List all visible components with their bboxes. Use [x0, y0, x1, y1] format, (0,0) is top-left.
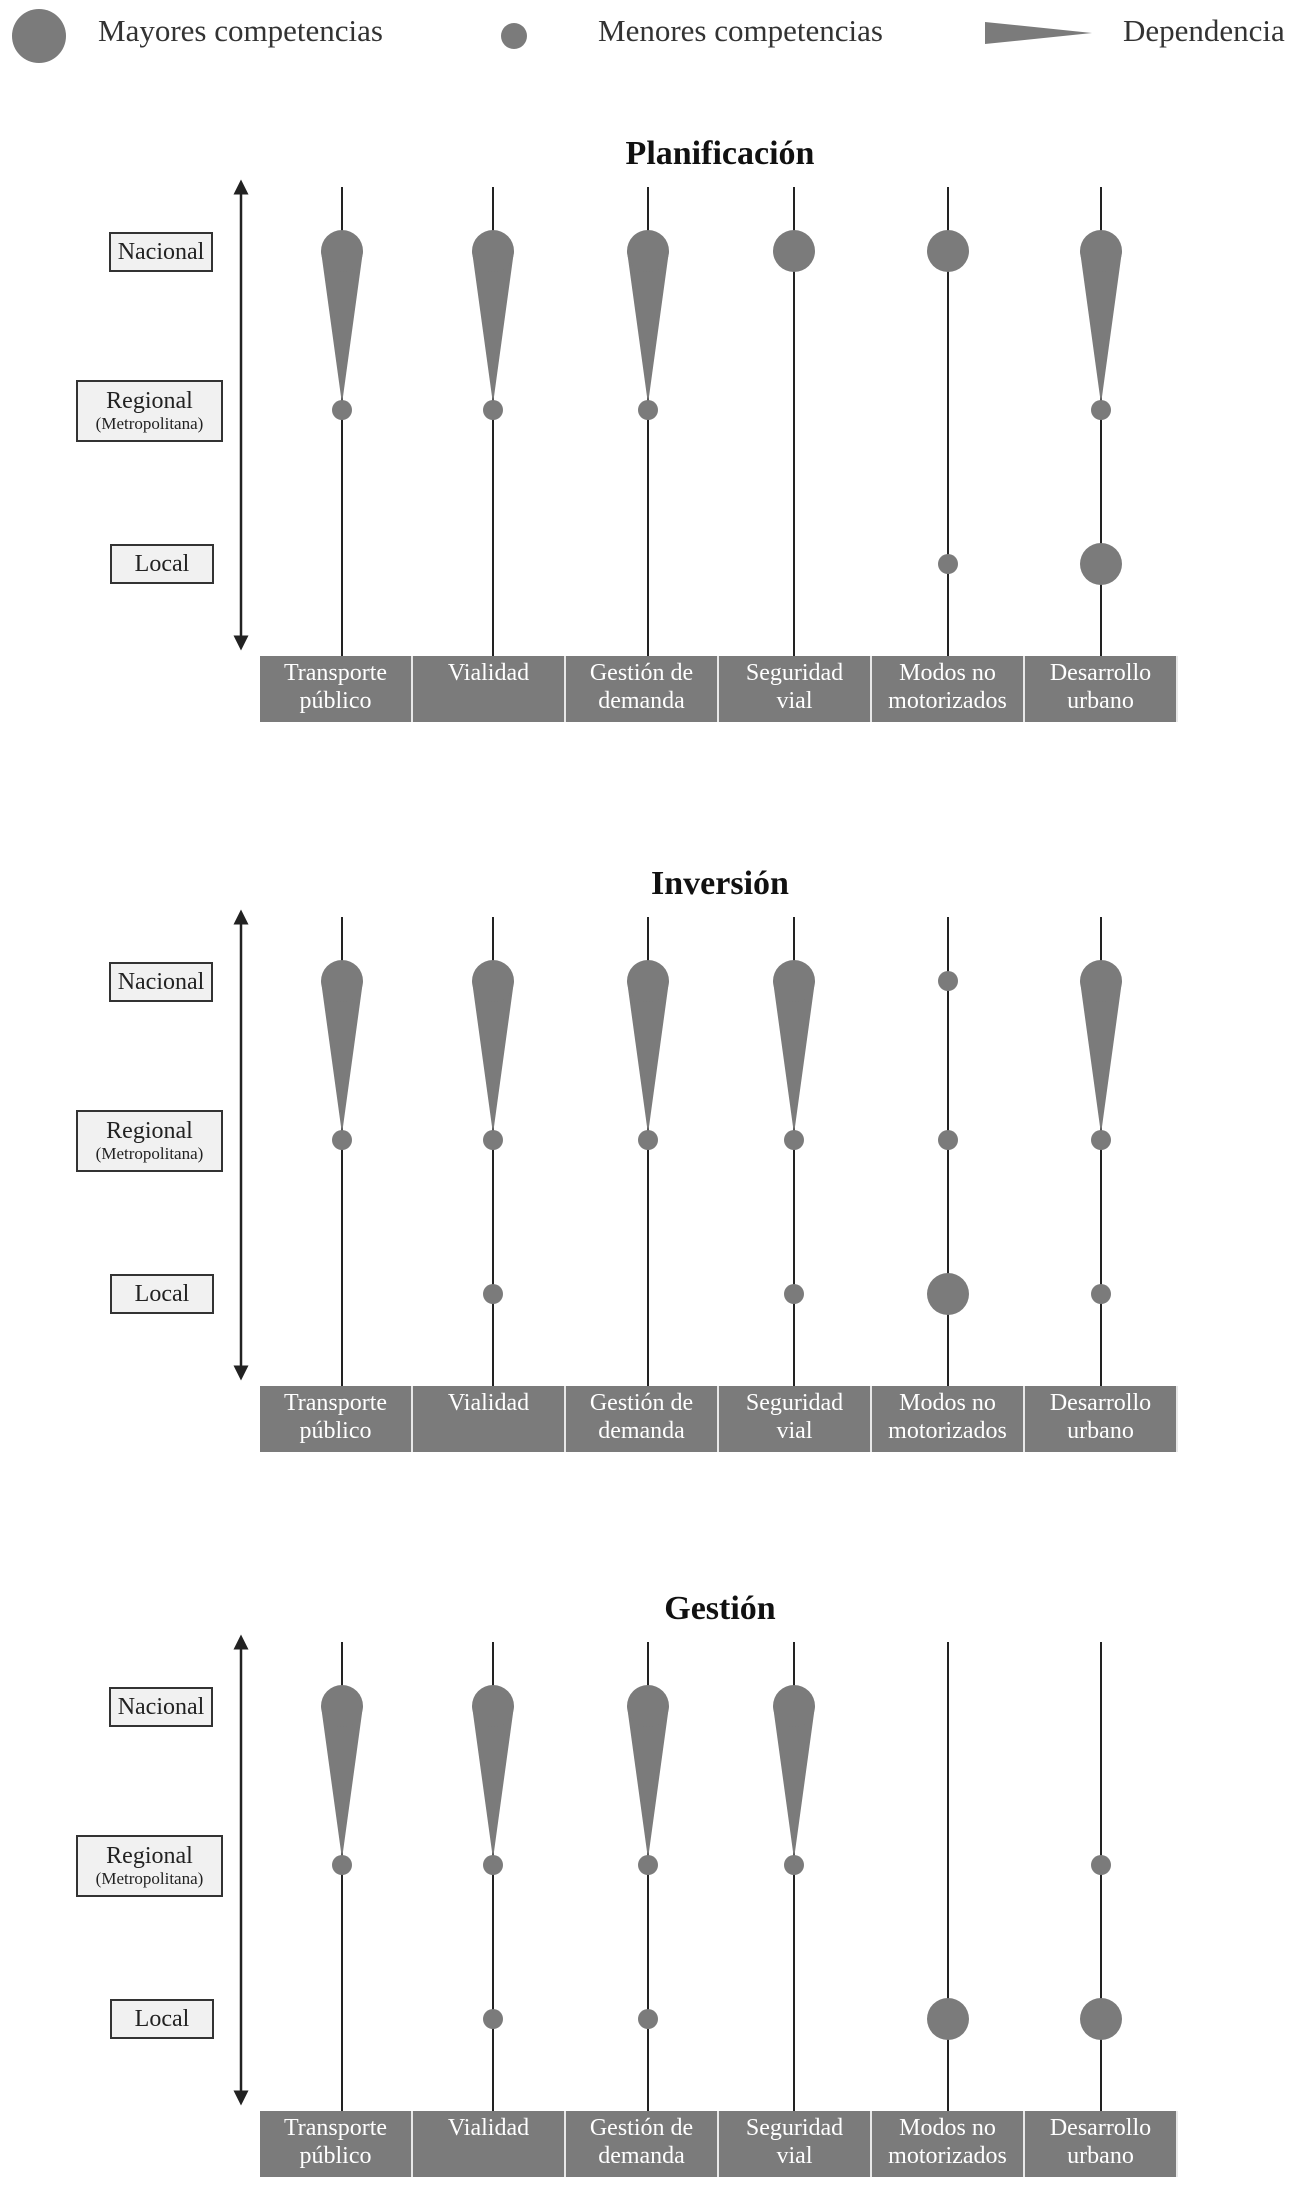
- category-label-line: Seguridad: [745, 1390, 844, 1416]
- minor-competency-marker: [1091, 400, 1111, 420]
- major-competency-marker: [627, 230, 669, 272]
- category-label-line: Vialidad: [447, 2115, 530, 2141]
- category-label-line: urbano: [1067, 2142, 1134, 2169]
- category-label-line: motorizados: [888, 2142, 1007, 2169]
- category-label-line: Transporte: [283, 660, 388, 686]
- level-label-subtext: (Metropolitana): [95, 1143, 204, 1163]
- major-competency-marker: [1080, 230, 1122, 272]
- category-label-line: Seguridad: [745, 2115, 844, 2141]
- major-competency-marker: [927, 230, 969, 272]
- category-label-line: Modos no: [899, 1390, 996, 1416]
- category-label-line: motorizados: [888, 1417, 1007, 1444]
- minor-competency-marker: [1091, 1284, 1111, 1304]
- dependency-wedge: [773, 981, 815, 1134]
- category-label-line: Modos no: [899, 660, 996, 686]
- category-label-line: vial: [776, 687, 813, 714]
- panel-inversion: [0, 865, 1309, 1444]
- major-competency-marker: [1080, 960, 1122, 1002]
- minor-competency-marker: [784, 1855, 804, 1875]
- minor-competency-marker: [1091, 1130, 1111, 1150]
- category-label: [260, 2111, 413, 2177]
- panel-title: Inversión: [651, 865, 789, 902]
- panel-title: Gestión: [664, 1590, 776, 1627]
- category-label-line: urbano: [1067, 687, 1134, 714]
- category-label: [260, 1386, 413, 1452]
- dependency-wedge: [321, 1706, 363, 1859]
- dependency-wedge: [472, 981, 514, 1134]
- category-label: [260, 656, 413, 722]
- major-competency-marker: [773, 230, 815, 272]
- level-label-subtext: (Metropolitana): [95, 413, 204, 433]
- category-label-line: demanda: [598, 2142, 685, 2169]
- major-competency-marker: [472, 960, 514, 1002]
- category-label-line: Gestión de: [589, 1390, 694, 1416]
- level-label-nacional: [109, 232, 213, 272]
- major-competency-marker: [627, 1685, 669, 1727]
- category-label: [719, 1386, 872, 1452]
- category-label: [719, 656, 872, 722]
- category-label-line: público: [299, 687, 372, 714]
- level-label-nacional: [109, 962, 213, 1002]
- minor-competency-marker: [938, 971, 958, 991]
- major-competency-marker: [927, 1273, 969, 1315]
- dependency-wedge: [627, 251, 669, 404]
- minor-competency-marker: [332, 400, 352, 420]
- minor-competency-marker: [638, 2009, 658, 2029]
- category-label-line: Vialidad: [447, 1390, 530, 1416]
- legend-dependency-marker: [985, 22, 1092, 44]
- level-label-text: Nacional: [117, 968, 205, 995]
- level-label-local: [110, 1274, 214, 1314]
- category-label-line: demanda: [598, 687, 685, 714]
- category-label-line: Vialidad: [447, 660, 530, 686]
- category-label-line: Gestión de: [589, 660, 694, 686]
- minor-competency-marker: [784, 1130, 804, 1150]
- category-label-line: vial: [776, 1417, 813, 1444]
- category-label: [566, 1386, 719, 1452]
- category-label: [872, 656, 1025, 722]
- category-label: [872, 1386, 1025, 1452]
- category-label: [1025, 2111, 1178, 2177]
- level-label-text: Local: [134, 550, 190, 577]
- major-competency-marker: [472, 1685, 514, 1727]
- level-label-text: Regional: [106, 1118, 193, 1145]
- level-label-text: Regional: [106, 388, 193, 415]
- major-competency-marker: [321, 230, 363, 272]
- level-label-local: [110, 544, 214, 584]
- dependency-wedge: [627, 1706, 669, 1859]
- category-label: [566, 2111, 719, 2177]
- category-label: [872, 2111, 1025, 2177]
- major-competency-marker: [1080, 543, 1122, 585]
- panel-gestion: [0, 1590, 1309, 2169]
- minor-competency-marker: [332, 1855, 352, 1875]
- major-competency-marker: [773, 960, 815, 1002]
- dependency-wedge: [321, 251, 363, 404]
- category-label-line: vial: [776, 2142, 813, 2169]
- dependency-wedge: [627, 981, 669, 1134]
- legend-dependency-label: Dependencia: [1123, 13, 1285, 48]
- category-label-line: Desarrollo: [1049, 660, 1152, 686]
- major-competency-marker: [927, 1998, 969, 2040]
- level-label-subtext: (Metropolitana): [95, 1868, 204, 1888]
- category-label-line: público: [299, 2142, 372, 2169]
- legend-minor-label: Menores competencias: [598, 13, 883, 48]
- level-label-local: [110, 1999, 214, 2039]
- minor-competency-marker: [483, 1130, 503, 1150]
- dependency-wedge: [321, 981, 363, 1134]
- level-label-text: Nacional: [117, 1693, 205, 1720]
- dependency-wedge: [1080, 251, 1122, 404]
- minor-competency-marker: [638, 400, 658, 420]
- level-label-text: Nacional: [117, 238, 205, 265]
- category-label: [566, 656, 719, 722]
- category-label-line: demanda: [598, 1417, 685, 1444]
- minor-competency-marker: [1091, 1855, 1111, 1875]
- category-label: [1025, 656, 1178, 722]
- category-label-line: Modos no: [899, 2115, 996, 2141]
- level-label-regional: [76, 380, 223, 442]
- minor-competency-marker: [332, 1130, 352, 1150]
- category-label-line: Seguridad: [745, 660, 844, 686]
- dependency-wedge: [472, 251, 514, 404]
- category-label-line: Desarrollo: [1049, 2115, 1152, 2141]
- category-label-line: público: [299, 1417, 372, 1444]
- minor-competency-marker: [638, 1855, 658, 1875]
- level-label-regional: [76, 1835, 223, 1897]
- minor-competency-marker: [784, 1284, 804, 1304]
- minor-competency-marker: [938, 554, 958, 574]
- minor-competency-marker: [483, 1284, 503, 1304]
- level-label-text: Regional: [106, 1843, 193, 1870]
- category-label: [1025, 1386, 1178, 1452]
- minor-competency-marker: [483, 2009, 503, 2029]
- legend-major-marker: [12, 9, 66, 63]
- minor-competency-marker: [483, 400, 503, 420]
- major-competency-marker: [1080, 1998, 1122, 2040]
- category-label-line: urbano: [1067, 1417, 1134, 1444]
- category-label: [413, 1386, 566, 1452]
- category-label-line: Transporte: [283, 2115, 388, 2141]
- dependency-wedge: [472, 1706, 514, 1859]
- category-label-line: Transporte: [283, 1390, 388, 1416]
- minor-competency-marker: [483, 1855, 503, 1875]
- level-label-text: Local: [134, 2005, 190, 2032]
- level-label-nacional: [109, 1687, 213, 1727]
- major-competency-marker: [321, 1685, 363, 1727]
- major-competency-marker: [773, 1685, 815, 1727]
- category-label-line: Desarrollo: [1049, 1390, 1152, 1416]
- major-competency-marker: [321, 960, 363, 1002]
- panel-title: Planificación: [625, 135, 815, 172]
- category-label: [413, 656, 566, 722]
- minor-competency-marker: [938, 1130, 958, 1150]
- legend-major-label: Mayores competencias: [98, 13, 383, 48]
- category-label: [413, 2111, 566, 2177]
- panel-planificacion: [0, 135, 1309, 714]
- category-label-line: Gestión de: [589, 2115, 694, 2141]
- legend-minor-marker: [501, 23, 527, 49]
- level-label-regional: [76, 1110, 223, 1172]
- legend: [0, 0, 1309, 80]
- dependency-wedge: [1080, 981, 1122, 1134]
- category-label-line: motorizados: [888, 687, 1007, 714]
- dependency-wedge: [773, 1706, 815, 1859]
- level-label-text: Local: [134, 1280, 190, 1307]
- minor-competency-marker: [638, 1130, 658, 1150]
- major-competency-marker: [472, 230, 514, 272]
- category-label: [719, 2111, 872, 2177]
- major-competency-marker: [627, 960, 669, 1002]
